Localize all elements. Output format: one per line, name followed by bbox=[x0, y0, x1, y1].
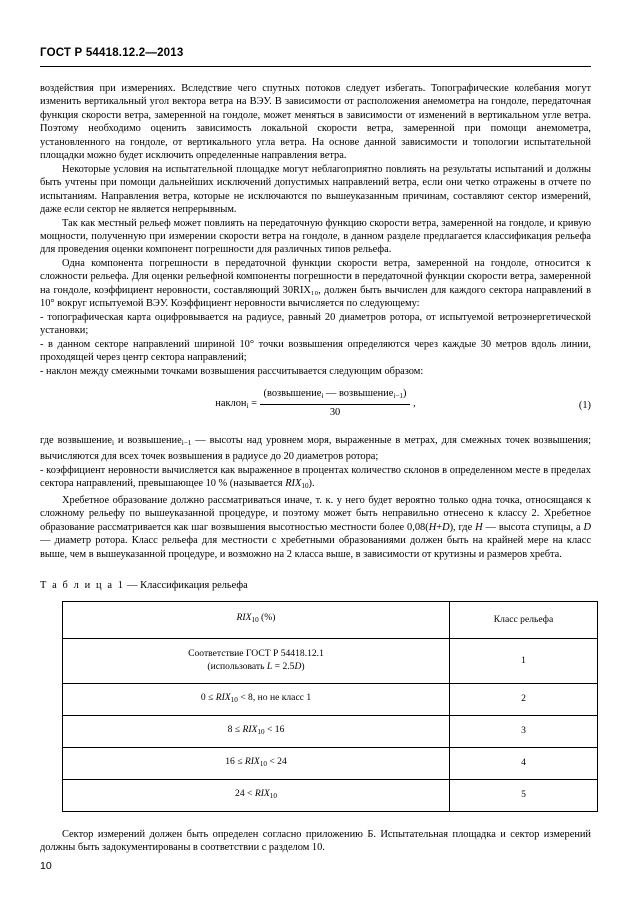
cell-rix-range bbox=[63, 638, 450, 683]
formula-number: (1) bbox=[578, 399, 591, 411]
column-header-rix: $RIX_{10}$ (%) bbox=[63, 601, 450, 638]
table-caption-label: Т а б л и ц а 1 bbox=[40, 580, 125, 592]
bullet-ruggedness-definition: - коэффициент неровности вычисляется как выраженное в процентах количество склонов в определенном месте в пределах сектора направлений, превышающее 10 % (называется $RIX_{10}$). bbox=[40, 464, 591, 491]
table-row bbox=[63, 747, 598, 779]
formula-comma: , bbox=[413, 397, 416, 409]
table-header-row bbox=[63, 601, 598, 638]
table-caption-title: — Классификация рельефа bbox=[124, 580, 248, 592]
cell-rix-range: $8 \le RIX_{10} < 16$ bbox=[63, 715, 450, 747]
table-row bbox=[63, 683, 598, 715]
table-row bbox=[63, 715, 598, 747]
header-divider bbox=[40, 66, 591, 67]
paragraph-ridge-formation: Хребетное образование должно рассматриваться иначе, т. к. у него будет вероятно только одна точка, относящаяся к сложному рельефу по вышеуказанной процедуре, и поэтому может быть неправильно отнесено к классу 2. Хребетное образование рассматривается как шаг возвышения высотностью местности более 0,08(H+D), где H — высота ступицы, а D — диаметр ротора. Класс рельефа для местности с хребетными образованиями должен быть на крайней мере на класс выше, чем в вышеуказанной процедуре, и возможно на 2 класса выше, в зависимости от крутизны и размеров хребта. bbox=[40, 494, 591, 560]
table-row bbox=[63, 779, 598, 811]
table-row bbox=[63, 638, 598, 683]
cell-rix-range: $0 \le RIX_{10} < 8$, но не класс 1 bbox=[63, 683, 450, 715]
paragraph-closing: Сектор измерений должен быть определен согласно приложению Б. Испытательная площадка и сектор измерений должны быть задокументированы в соответствии с разделом 10. bbox=[40, 828, 591, 853]
cell-class: 4 bbox=[450, 747, 598, 779]
cell-rix-range-line1: Соответствие ГОСТ Р 54418.12.1 bbox=[188, 647, 324, 659]
paragraph-site-conditions: Некоторые условия на испытательной площадке могут неблагоприятно повлиять на результаты испытаний и должны быть учтены при помощи дальнейших исключений допустимых направлений ветра, если они четко отражены в отчете по испытаниям. Направления ветра, которые не исключаются по вышеуказанным причинам, составляют сектор измерений, даже если сектор не является непрерывным. bbox=[40, 163, 591, 216]
paragraph-continuation: воздействия при измерениях. Вследствие чего спутных потоков следует избегать. Топографические колебания могут изменить вертикальный угол вектора ветра на ВЭУ. В зависимости от расположения анемометра на гондоле, передаточная функция скорости ветра, замеренной на гондоле, может меняться в зависимости от изменений в вертикальном угле ветра. Поэтому необходимо оценить зависимость локальной скорости ветра, замеренной при помощи анемометра, установленного на гондоле, от вертикального угла ветра. На основе данной зависимости и топологии испытательной площадки можно будет исключить определенные направления ветра. bbox=[40, 83, 591, 162]
formula-block bbox=[40, 387, 591, 425]
terrain-classification-table bbox=[62, 601, 598, 812]
cell-class: 1 bbox=[450, 638, 598, 683]
slope-formula bbox=[40, 387, 591, 420]
formula-numerator: (возвышение$_i$ — возвышение$_{i-1}$) bbox=[260, 387, 411, 405]
cell-class: 2 bbox=[450, 683, 598, 715]
bullet-topographic-map: - топографическая карта оцифровывается на радиусе, равный 20 диаметров ротора, от испытуемой ветроэнергетической установки; bbox=[40, 311, 591, 337]
paragraph-ruggedness-index: Одна компонента погрешности в передаточной функции скорости ветра, замеренной на гондоле, относится к сложности рельефа. Для оценки рельефной компоненты погрешности в передаточной функции скорости ветра, замеренной на гондоле, коэффициент неровности, составляющий 30RIX₁₀, должен быть вычислен для каждого сектора направлений в 10° вокруг испытуемой ВЭУ. Коэффициент неровности вычисляется по следующему: bbox=[40, 257, 591, 310]
formula-lhs: наклон$_i$ = bbox=[215, 397, 257, 410]
cell-class: 5 bbox=[450, 779, 598, 811]
column-header-class: Класс рельефа bbox=[450, 601, 598, 638]
formula-denominator: 30 bbox=[329, 407, 341, 419]
bullet-slope-formula-intro: - наклон между смежными точками возвышения рассчитывается следующим образом: bbox=[40, 365, 424, 377]
cell-rix-range-line2: (использовать L = 2.5D) bbox=[207, 660, 305, 672]
cell-rix-range: $16 \le RIX_{10} < 24$ bbox=[63, 747, 450, 779]
page-content bbox=[40, 82, 591, 854]
cell-rix-range: $24 < RIX_{10}$ bbox=[63, 779, 450, 811]
page-header: ГОСТ Р 54418.12.2—2013 bbox=[40, 47, 184, 59]
page-number: 10 bbox=[40, 860, 52, 872]
paragraph-terrain-classification: Так как местный рельеф может повлиять на передаточную функцию скорости ветра, замеренной на гондоле, и кривую мощности, полученную при измерении скорости ветра на гондоле, в данном разделе предлагается классификация рельефа для проведения оценки компонент погрешности для различных типов рельефа. bbox=[40, 217, 591, 256]
table-caption bbox=[40, 579, 591, 592]
cell-class: 3 bbox=[450, 715, 598, 747]
formula-fraction bbox=[260, 387, 411, 420]
paragraph-where-definition: где возвышение$_i$ и возвышение$_{i-1}$ — высоты над уровнем моря, выраженные в метрах, для смежных точек возвышения; вычисляются для всех точек возвышения в радиусе до 20 диаметров ротора; bbox=[40, 434, 591, 463]
bullet-elevation-points: - в данном секторе направлений шириной 10° точки возвышения определяются через каждые 30 метров вдоль линии, проходящей через центр сектора направлений; bbox=[40, 338, 591, 364]
